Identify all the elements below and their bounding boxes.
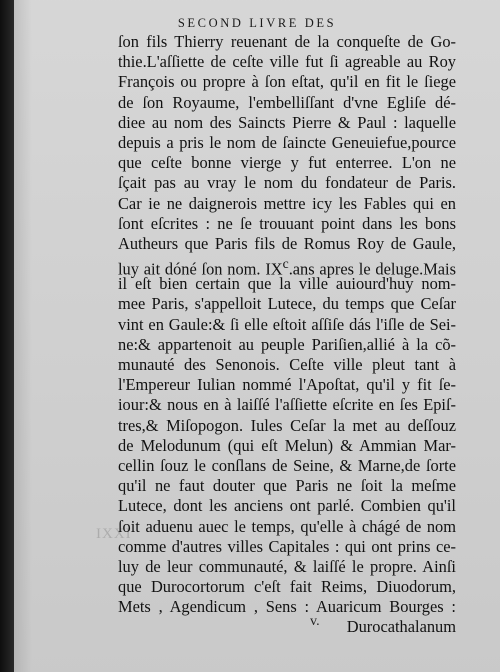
page-gutter-shadow: [0, 0, 14, 672]
text-line: il eſt bien certain que la ville auiourd'huy nom-: [118, 274, 456, 294]
text-line: François ou propre à ſon eſtat, qu'il en fit le ſiege: [118, 72, 456, 92]
body-text: [118, 32, 456, 638]
text-line: vint en Gaule:& ſi elle eſtoit aſſiſe dás l'iſle de Sei-: [118, 314, 456, 334]
text-line: de ſon Royaume, l'embelliſſant d'vne Egliſe dé-: [118, 92, 456, 112]
text-line: Car ie ne daignerois mettre icy les Fables qui en: [118, 193, 456, 213]
text-line: que ceſte bonne vierge y fut enterree. L'on ne: [118, 153, 456, 173]
text-line: Autheurs que Paris fils de Romus Roy de Gaule,: [118, 233, 456, 253]
text-line: diee au nom des Saincts Pierre & Paul : laquelle: [118, 112, 456, 132]
text-line-with-superscript: luy ait dóné ſon nom. $IX^c.ans$ apres le deluge.Mais: [118, 256, 456, 279]
signature-mark: v.: [310, 614, 320, 629]
book-page: [14, 0, 500, 672]
text-line: munauté des Senonois. Ceſte ville pleut tant à: [118, 355, 456, 374]
text-line: cellin ſouz le conſlans de Seine, & Marne,de ſorte: [118, 455, 456, 475]
text-line: de Melodunum (qui eſt Melun) & Ammian Mar-: [118, 435, 456, 455]
running-head: SECOND LIVRE DES: [177, 16, 337, 30]
text-line: que Durocortorum c'eſt fait Reims, Diuodorum,: [118, 577, 456, 597]
text-line: ne:& appartenoit au peuple Pariſien,allié à la cõ-: [118, 334, 456, 354]
text-line: l'Empereur Iulian nommé l'Apoſtat, qu'il y fit ſe-: [118, 375, 456, 395]
text-line: tres,& Miſopogon. Iules Ceſar la met au deſſouz: [118, 415, 456, 435]
text-line: iour:& nous en à laiſſé l'aſſiette eſcrite en ſes Epiſ-: [118, 395, 456, 415]
text-line: ſçait pas au vray le nom du fondateur de Paris.: [118, 173, 456, 193]
text-line: luy de leur communauté, & laiſſé le propre. Ainſi: [118, 556, 456, 576]
text-line: Mets , Agendicum , Sens : Auaricum Bourges :: [118, 597, 456, 617]
text-line: ſon fils Thierry reuenant de la conqueſte de Go-: [118, 32, 456, 51]
text-line: ſont eſcrites : ne ſe trouuant point dans les bons: [118, 213, 456, 233]
text-line: depuis a pris le nom de ſaincte Geneuiefue,pource: [118, 132, 456, 152]
text-line: Lutece, dont les anciens ont parlé. Combien qu'il: [118, 496, 456, 516]
text-line: mee Paris, s'appelloit Lutece, du temps que Ceſar: [118, 294, 456, 314]
catchword: Durocathalanum: [346, 617, 456, 637]
text-line: ſoit aduenu auec le temps, qu'elle à chágé de nom: [118, 516, 456, 536]
bleed-through-text: IXXI: [96, 526, 132, 542]
text-line: thie.L'aſſiette de ceſte ville fut ſi agreable au Roy: [118, 52, 456, 72]
text-line: comme d'autres villes Capitales : qui ont prins ce-: [118, 536, 456, 556]
text-line: qu'il ne faut douter que Paris ne ſoit la meſme: [118, 476, 456, 496]
